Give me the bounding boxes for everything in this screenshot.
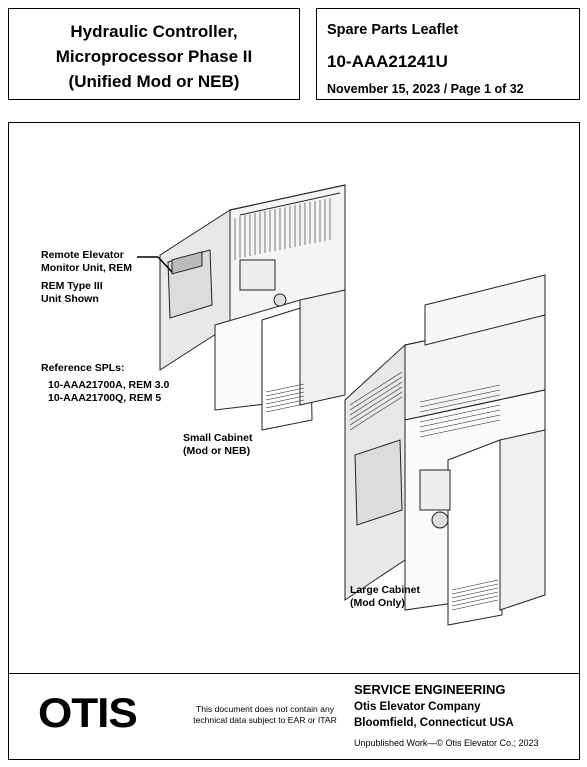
ref-spl-item-2: 10-AAA21700Q, REM 5 xyxy=(48,392,162,404)
company-name: Otis Elevator Company xyxy=(354,701,481,713)
title-line-2: Microprocessor Phase II xyxy=(55,47,253,66)
title-line-1: Hydraulic Controller, xyxy=(70,22,238,41)
title-line-3: (Unified Mod or NEB) xyxy=(68,72,240,91)
date-page: November 15, 2023 / Page 1 of 32 xyxy=(327,82,524,96)
small-cabinet-label-2: (Mod or NEB) xyxy=(183,445,251,457)
disclaimer-line-2: technical data subject to EAR or ITAR xyxy=(193,715,337,725)
ref-spl-item-1: 10-AAA21700A, REM 3.0 xyxy=(48,379,170,391)
ref-spl-heading: Reference SPLs: xyxy=(41,362,125,374)
document-number: 10-AAA21241U xyxy=(327,52,448,71)
large-cabinet-label-2: (Mod Only) xyxy=(350,597,405,609)
small-cabinet-label-1: Small Cabinet xyxy=(183,432,253,444)
large-cabinet-label-1: Large Cabinet xyxy=(350,584,421,596)
otis-logo: OTIS xyxy=(38,689,137,736)
rem-type-line-2: Unit Shown xyxy=(41,293,99,305)
leaflet-label: Spare Parts Leaflet xyxy=(327,22,459,38)
export-disclaimer xyxy=(180,704,350,726)
company-location: Bloomfield, Connecticut USA xyxy=(354,717,514,729)
dept-name: SERVICE ENGINEERING xyxy=(354,682,506,697)
small-cabinet-drawing xyxy=(160,185,345,430)
rem-type-line-1: REM Type III xyxy=(41,280,103,292)
large-cabinet-drawing xyxy=(345,275,545,625)
rem-label-line-1: Remote Elevator xyxy=(41,249,124,261)
copyright-notice: Unpublished Work—© Otis Elevator Co.; 2023 xyxy=(354,738,539,748)
rem-label-line-2: Monitor Unit, REM xyxy=(41,262,132,274)
disclaimer-line-1: This document does not contain any xyxy=(195,704,335,714)
